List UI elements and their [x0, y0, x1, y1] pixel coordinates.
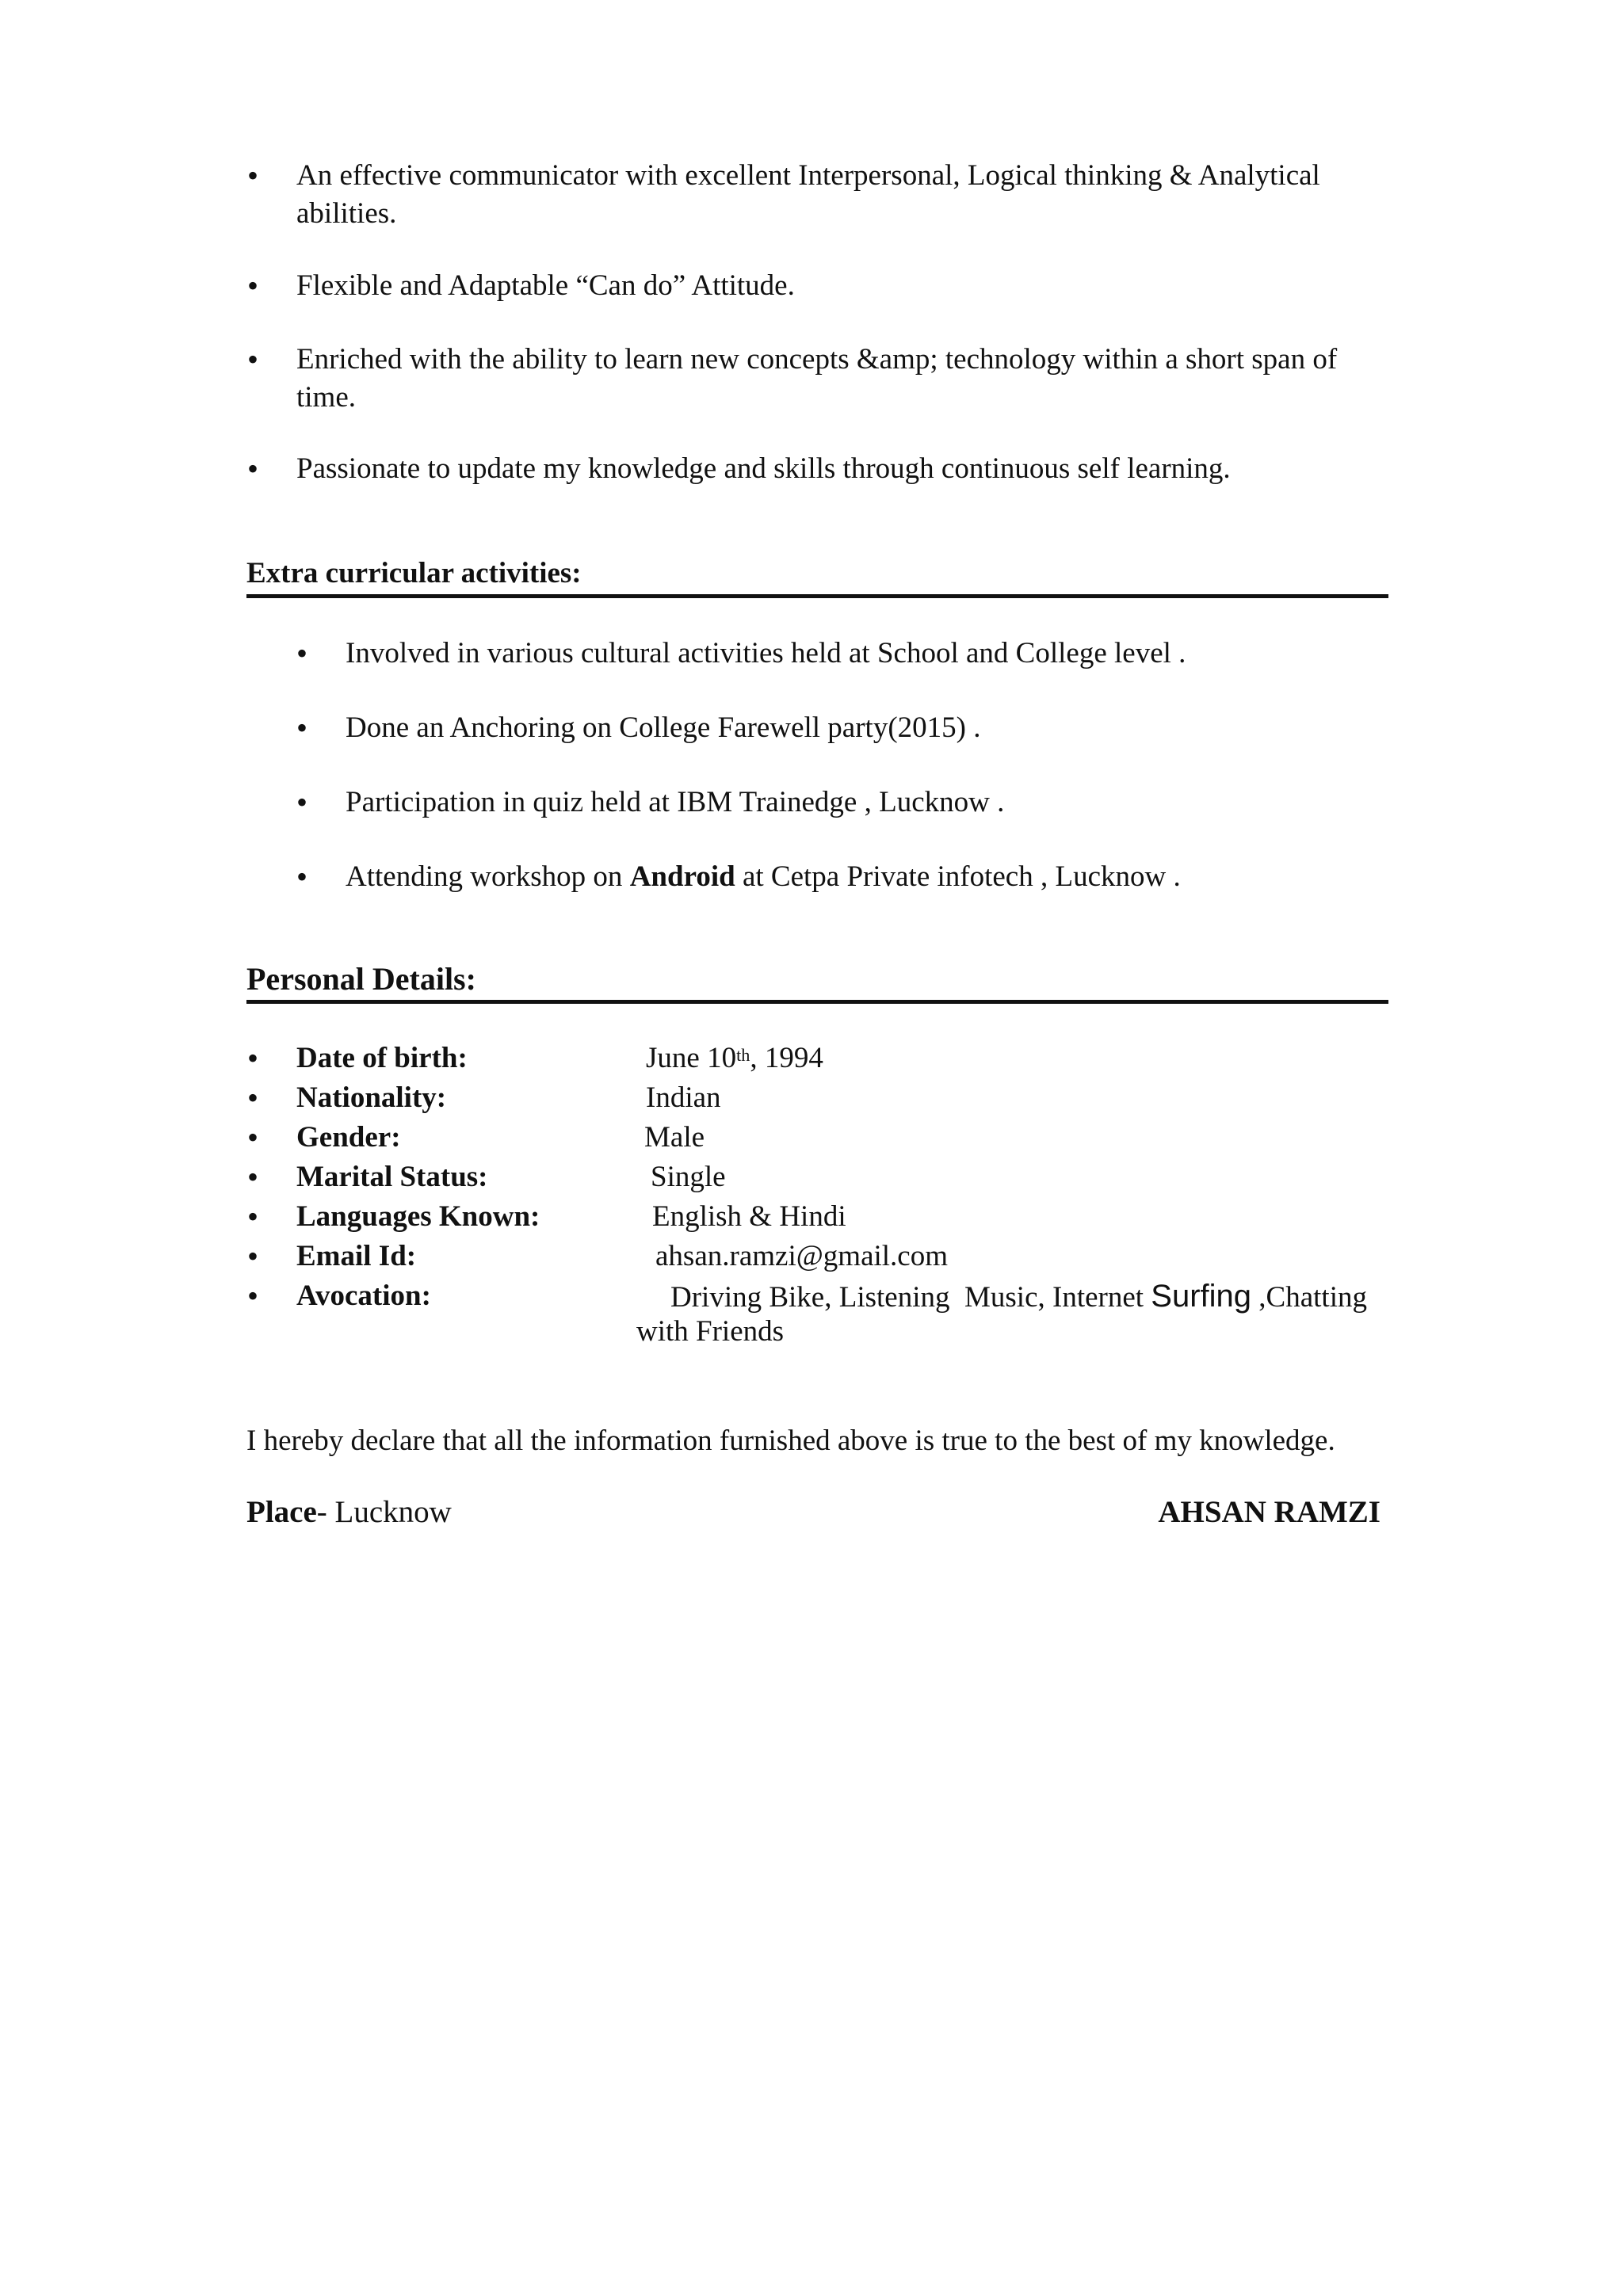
avocation-value-cont: with Friends: [636, 1315, 785, 1348]
bullet-icon: •: [247, 1238, 259, 1274]
bullet-icon: •: [247, 1040, 259, 1076]
nationality-label: Nationality:: [296, 1081, 447, 1114]
activity-highlight: Android: [629, 860, 735, 893]
marital-status-label: Marital Status:: [296, 1161, 488, 1193]
skill-item: [296, 450, 1390, 488]
bullet-icon: •: [247, 1080, 259, 1116]
activity-item: Done an Anchoring on College Farewell party(2015) .: [346, 711, 981, 744]
place-label: Place: [246, 1495, 317, 1529]
extra-curricular-heading: Extra curricular activities:: [246, 557, 582, 589]
marital-status-value: Single: [651, 1161, 726, 1193]
bullet-icon: •: [247, 451, 259, 486]
personal-details-heading: Personal Details:: [246, 961, 476, 997]
avocation-text: ,Chatting: [1251, 1281, 1367, 1314]
place-line: [246, 1493, 452, 1532]
activity-item: [346, 858, 1181, 896]
dob-year: , 1994: [750, 1042, 823, 1074]
bullet-icon: •: [296, 784, 308, 820]
skill-text: An effective communicator with excellent Interpersonal, Logical thinking & Analytical: [296, 159, 1320, 192]
section-divider: [246, 1000, 1388, 1004]
skill-text-cont: abilities.: [296, 197, 397, 230]
activity-item: Participation in quiz held at IBM Trainedge , Lucknow .: [346, 786, 1005, 818]
avocation-label: Avocation:: [296, 1280, 431, 1312]
bullet-icon: •: [247, 1278, 259, 1314]
dob-ordinal: th: [736, 1045, 750, 1065]
bullet-icon: •: [247, 1119, 259, 1155]
dob-label: Date of birth:: [296, 1042, 468, 1074]
skill-item: [296, 267, 1390, 305]
skill-item: [296, 341, 1390, 417]
skill-item: [296, 157, 1390, 233]
bullet-icon: •: [296, 859, 308, 894]
skill-text: Enriched with the ability to learn new concepts &amp; technology within a short span of: [296, 343, 1338, 376]
activity-text: Attending workshop on: [346, 860, 630, 893]
avocation-highlight: Surfing: [1151, 1279, 1252, 1314]
bullet-icon: •: [247, 158, 259, 193]
dob-value: [646, 1039, 823, 1077]
activity-text: at Cetpa Private infotech , Lucknow .: [735, 860, 1181, 893]
activity-item: Involved in various cultural activities held at School and College level .: [346, 637, 1186, 669]
skill-text-cont: time.: [296, 381, 357, 414]
email-value: ahsan.ramzi@gmail.com: [655, 1240, 949, 1272]
skill-text: Flexible and Adaptable “Can do” Attitude.: [296, 269, 795, 302]
bullet-icon: •: [247, 1199, 259, 1234]
gender-value: Male: [644, 1121, 705, 1154]
section-divider: [246, 594, 1388, 598]
bullet-icon: •: [247, 1159, 259, 1195]
email-label: Email Id:: [296, 1240, 417, 1272]
nationality-value: Indian: [646, 1081, 721, 1114]
declaration-text: I hereby declare that all the information furnished above is true to the best of my knowledge.: [246, 1425, 1335, 1457]
place-value: - Lucknow: [316, 1495, 452, 1529]
languages-label: Languages Known:: [296, 1200, 540, 1233]
skill-text: Passionate to update my knowledge and skills through continuous self learning.: [296, 452, 1231, 485]
bullet-icon: •: [247, 341, 259, 377]
avocation-value: [670, 1277, 1367, 1317]
bullet-icon: •: [296, 710, 308, 746]
languages-value: English & Hindi: [652, 1200, 846, 1233]
dob-text: June 10: [646, 1042, 737, 1074]
bullet-icon: •: [296, 635, 308, 671]
avocation-text: Driving Bike, Listening Music, Internet: [670, 1281, 1151, 1314]
bullet-icon: •: [247, 268, 259, 303]
signature-name: AHSAN RAMZI: [1158, 1495, 1381, 1529]
gender-label: Gender:: [296, 1121, 401, 1154]
